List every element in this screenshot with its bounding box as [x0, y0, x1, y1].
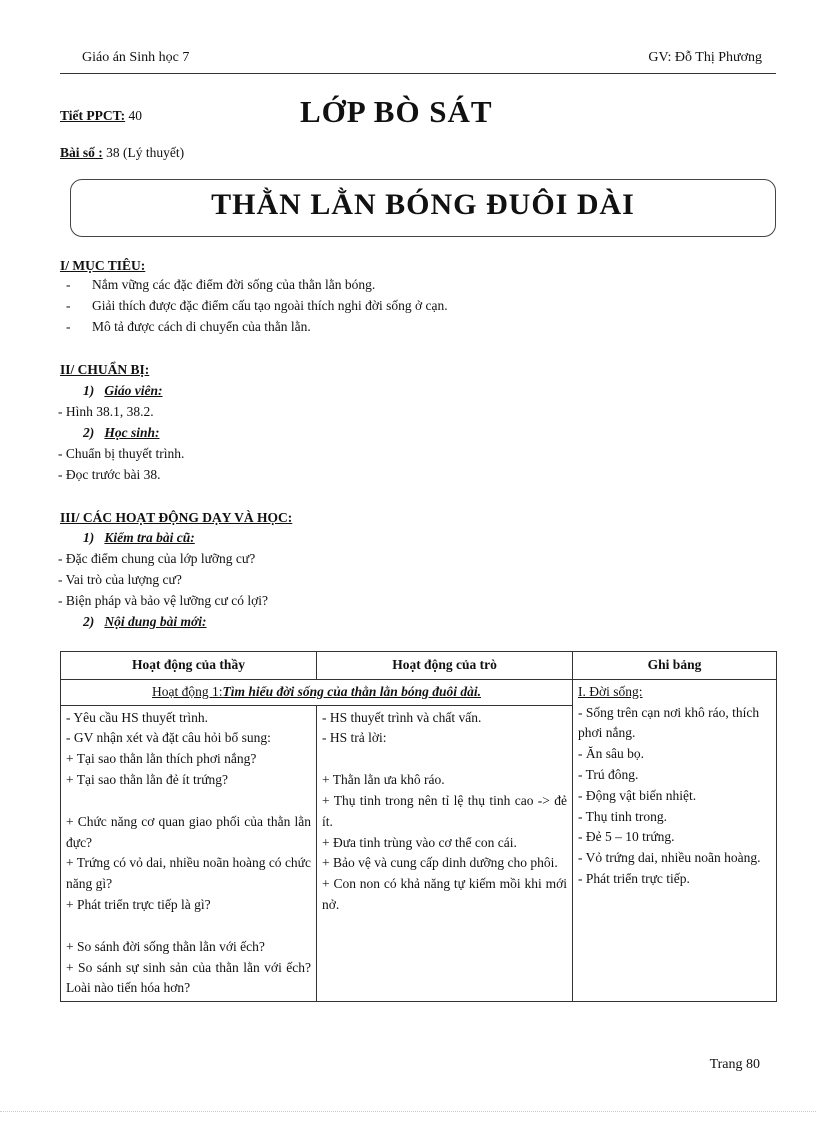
objective-item: - Giải thích được đặc điểm cấu tạo ngoài thích nghi đời sống ở cạn.	[66, 298, 448, 313]
objective-item: - Mô tả được cách di chuyển của thằn lằn.	[66, 319, 311, 334]
teacher-item: + Chức năng cơ quan giao phối của thằn lằn đực?	[66, 813, 311, 850]
review-question: - Vai trò của lượng cư?	[58, 572, 182, 587]
board-title: I. Đời sống:	[578, 683, 643, 699]
board-item: - Động vật biến nhiệt.	[578, 787, 697, 803]
header-right: GV: Đỗ Thị Phương	[648, 50, 762, 65]
review-question: - Đặc điểm chung của lớp lưỡng cư?	[58, 551, 256, 566]
student-cell	[317, 705, 573, 1002]
bottom-border	[0, 1111, 816, 1112]
student-item: - HS thuyết trình và chất vấn.	[322, 709, 482, 725]
board-item: - Ăn sâu bọ.	[578, 746, 644, 762]
student-item: + Con non có khả năng tự kiếm mồi khi mới nở.	[322, 876, 567, 912]
spacer	[66, 791, 311, 812]
teacher-item: + So sánh sự sinh sản của thằn lằn với ếch? Loài nào tiến hóa hơn?	[66, 959, 311, 996]
tiet-label: Tiết PPCT:	[60, 108, 126, 123]
student-item: + Thụ tinh trong nên tỉ lệ thụ tinh cao -> đẻ ít.	[322, 792, 567, 829]
teacher-prep-heading: 1) Giáo viên:	[83, 383, 163, 398]
board-cell	[573, 679, 777, 1001]
sec2-title: II/ CHUẨN BỊ:	[60, 362, 150, 377]
teacher-item: + Tại sao thằn lằn đẻ ít trứng?	[66, 771, 229, 787]
teacher-prep-item: - Hình 38.1, 38.2.	[58, 404, 154, 419]
board-item: - Sống trên cạn nơi khô ráo, thích phơi nắng.	[578, 704, 760, 741]
header-left: Giáo án Sinh học 7	[82, 50, 190, 65]
activity-title-cell	[61, 679, 573, 705]
col-header-student: Hoạt động của trò	[317, 652, 573, 680]
col-header-teacher: Hoạt động của thầy	[61, 652, 317, 680]
student-item: - HS trả lời:	[322, 730, 387, 746]
teacher-item: + Phát triển trực tiếp là gì?	[66, 896, 211, 912]
review-question: - Biện pháp và bảo vệ lưỡng cư có lợi?	[58, 593, 268, 608]
teacher-item: + Tại sao thằn lằn thích phơi nắng?	[66, 751, 257, 767]
student-item: + Thằn lằn ưa khô ráo.	[322, 772, 445, 788]
teacher-item: + Trứng có vỏ dai, nhiều noãn hoàng có chức năng gì?	[66, 855, 311, 892]
activity-prefix: Hoạt động 1:	[151, 683, 223, 699]
teacher-item: + So sánh đời sống thằn lằn với ếch?	[66, 938, 265, 954]
bai-line	[60, 145, 184, 161]
teacher-item: - GV nhận xét và đặt câu hỏi bổ sung:	[66, 730, 271, 746]
bai-value: 38 (Lý thuyết)	[102, 145, 185, 160]
teacher-cell	[61, 705, 317, 1002]
student-prep-heading: 2) Học sinh:	[83, 425, 160, 440]
new-content-heading: 2) Nội dung bài mới:	[83, 614, 207, 629]
board-item: - Vỏ trứng dai, nhiều noãn hoàng.	[578, 850, 761, 866]
header-divider	[60, 73, 776, 74]
student-item: + Đưa tinh trùng vào cơ thể con cái.	[322, 834, 517, 850]
board-item: - Phát triển trực tiếp.	[578, 870, 690, 886]
lesson-activity-table	[60, 651, 777, 1002]
tiet-value: 40	[125, 108, 142, 123]
activity-title: Tìm hiểu đời sống của thằn lằn bóng đuôi dài.	[222, 683, 482, 699]
lesson-title: THẰN LẰN BÓNG ĐUÔI DÀI	[211, 188, 635, 221]
bai-label: Bài số :	[60, 145, 103, 160]
objective-item: - Nắm vững các đặc điểm đời sống của thằn lằn bóng.	[66, 277, 376, 292]
table-header-row	[61, 652, 777, 680]
board-item: - Đẻ 5 – 10 trứng.	[578, 829, 675, 845]
spacer	[66, 916, 311, 937]
page-number: Trang 80	[709, 1057, 760, 1072]
col-header-board: Ghi bảng	[573, 652, 777, 680]
board-item: - Trú đông.	[578, 766, 639, 782]
student-prep-item: - Đọc trước bài 38.	[58, 467, 161, 482]
unit-title: LỚP BÒ SÁT	[300, 94, 493, 129]
sec1-title: I/ MỤC TIÊU:	[60, 258, 146, 273]
board-item: - Thụ tinh trong.	[578, 808, 667, 824]
review-heading: 1) Kiểm tra bài cũ:	[83, 530, 195, 545]
student-item: + Bảo vệ và cung cấp dinh dưỡng cho phôi.	[322, 855, 558, 871]
activity-row	[61, 679, 777, 705]
teacher-item: - Yêu cầu HS thuyết trình.	[66, 709, 208, 725]
tiet-line	[60, 108, 142, 124]
student-prep-item: - Chuẩn bị thuyết trình.	[58, 446, 185, 461]
spacer	[322, 749, 567, 770]
sec3-title: III/ CÁC HOẠT ĐỘNG DẠY VÀ HỌC:	[60, 510, 293, 525]
